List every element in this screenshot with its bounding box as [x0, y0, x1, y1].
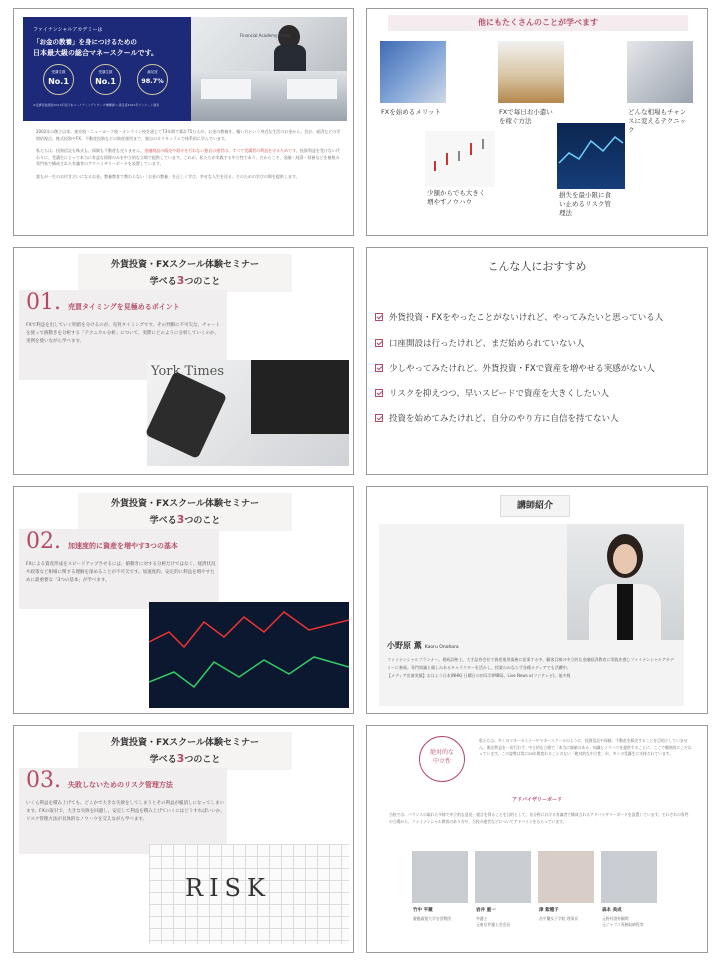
seminar-title-line2: 学べる3つのこと [149, 513, 221, 526]
stock-board-image [557, 123, 625, 189]
seminar-title-line1: 外貨投資・FXスクール体験セミナー [111, 499, 259, 509]
advisor-title: 昌平黌女子学院 理事長 [539, 916, 579, 921]
checkbox-icon [375, 389, 383, 397]
medal-3 [137, 64, 168, 95]
instructor-name: 小野原 薫 Kaoru Onohara [387, 641, 459, 650]
advisor-name: 岩井 重一 [476, 908, 496, 913]
recommend-item: 外貨投資・FXをやったことがないけれど、やってみたいと思っている人 [375, 311, 663, 323]
topic-caption: FXを始めるメリット [381, 108, 441, 116]
newspaper-image [627, 41, 693, 103]
advisor-photo [412, 851, 468, 903]
intro-panel [13, 8, 354, 236]
checkbox-icon [375, 364, 383, 372]
seminar-title-line1: 外貨投資・FXスクール体験セミナー [111, 738, 259, 748]
recommend-title: こんな人におすすめ [487, 260, 587, 273]
newspaper-text: York Times [151, 364, 225, 379]
recommend-item: 投資を始めてみたけれど、自分のやり方に自信を持てない人 [375, 412, 619, 424]
advisor-title: 元野村證券顧問 元ジャフコ専務取締役等 [602, 916, 644, 927]
more-topics-panel [366, 8, 708, 236]
candlestick-image [425, 131, 495, 187]
trading-screen-photo [149, 602, 349, 708]
advisor-photo [538, 851, 594, 903]
topics-title: 他にもたくさんのことが学べます [388, 15, 688, 31]
intro-text [36, 129, 341, 186]
checkbox-icon [375, 339, 383, 347]
medal-value: 98.7% [141, 77, 164, 85]
neutrality-panel [366, 725, 708, 953]
point-heading: 売買タイミングを見極めるポイント [68, 303, 180, 311]
point-body: いくら利益を積み上げても、どこかで大きな失敗をしてしまうとその利益が帳消しになってしまいます。FXの取引で、大きな失敗を回避し、安定して利益を積み上げていくにはどうすればいいか、リスク管理方法が具体的なノウハウを交えながら学べます。 [26, 801, 225, 822]
neutrality-text: 私たちは、多くのマネーセミナーやマネースクールのように、投資信託や保険、不動産を販売することを目的としていません。販売利益を一切行わず、中立的な立場で「本当に価値のある」知識とノウハウを提供することに、ここで徹底的にこだわっています。この姿勢は常に20年間変わることのない「絶対的な中立性」が、多くの受講生に支持されています。 [479, 738, 692, 756]
instructor-desc: ファイナンシャルプランナー。相続診断士。大手証券会社で資産運用業務に従事する中、顧客目線の中立的な金融経済教育に実践を感じファイナンシャルアカデミーに参画。専門知識と親しみあるキャラクターを活かし、授業のみならず各種メディアでも活躍中。 【メディア出演実績】おはよう日本(NHK) 日曜日の初耳学(MBS)、Live News α(フジテレビ)、他多数 [387, 657, 674, 678]
recommend-panel [366, 247, 708, 475]
point-heading: 失敗しないためのリスク管理方法 [68, 781, 173, 789]
instructor-panel [366, 486, 708, 714]
checkbox-icon [375, 313, 383, 321]
advisor-name: 森本 美成 [602, 908, 622, 913]
hero-line3: 日本最大級の総合マネースクールです。 [33, 49, 158, 57]
topic-caption: FXで毎日お小遣い を稼ぐ方法 [499, 108, 553, 125]
fx-merit-image [380, 41, 446, 103]
medal-sub: 受講生数 [98, 70, 113, 74]
piggy-bank-image [498, 41, 564, 103]
instructor-title: 講師紹介 [500, 495, 570, 517]
intro-para: 2002年の創立以来、東京校・ニューヨーク校・オンライン校を通じて73年間で累計75万人が、お金の教養を、幅い方という身近な生活のお金から、会計、経済などの学問的視点、株式投資やFX、不動産投資などの資産運用まで、独自のカリキュラムで体系的に学んでいます。 [36, 129, 341, 141]
advisory-text: 当校では、バランスの取れた多様で中立的な意見・提言を得ることを目的として、各分野における有識者で構成されるアドバイザリーボードを設置しています。それぞれの専門の立場から、ファイナンシャル教育のあり方や、当校の運営などについてアドバイスをもらっています。 [389, 812, 689, 824]
risk-text: RISK [185, 874, 271, 902]
point-03-panel [13, 725, 354, 953]
smartphone-photo [147, 360, 349, 466]
checkbox-icon [375, 414, 383, 422]
risk-photo [149, 844, 349, 944]
medal-1 [43, 64, 74, 95]
neutrality-badge: 絶対的な 中立性 [419, 736, 465, 782]
point-number: 02. [26, 529, 61, 554]
point-body: FXによる資産形成をスピードアップさせるには、値動きに対する分析だけではなく、経済状況や政策など相場に関する理解を深めることが不可欠です。加速度的、安定的に利益を増やすために最重要な「3つの基本」が学べます。 [26, 562, 216, 583]
topic-caption: 損失を最小限に食 い止めるリスク管 理法 [559, 191, 611, 217]
recommend-item: リスクを抑えつつ、早いスピードで資産を大きくしたい人 [375, 387, 609, 399]
medal-sub: 満足度 [147, 70, 158, 74]
hero-line2: 「お金の教養」を身につけるための [33, 38, 137, 46]
point-number: 01. [26, 290, 61, 315]
trading-chart-icon [149, 602, 349, 708]
point-01-panel [13, 247, 354, 475]
seminar-title-line2: 学べる3つのこと [149, 274, 221, 287]
medal-value: No.1 [95, 77, 116, 86]
advisor-photo [475, 851, 531, 903]
point-body: FXで利益を出していく明暗を分けるのが、売買タイミングです。その判断に不可欠な、チャートを使って値動きを分析する「テクニカル分析」について、実際にどのように分析していくのか、実例を使いながら学べます。 [26, 323, 220, 344]
medal-2 [90, 64, 121, 95]
topic-caption: どんな相場もチャン スに変えるテクニッ ク [628, 108, 687, 134]
advisor-name: 津 紫穂子 [539, 908, 559, 913]
hero-footnote: ※受講者数調査2021年度日本マーケティングリサーチ機構調べ 満足度2021年アンケート調査 [33, 103, 160, 107]
advisor-title: 弁護士 元東京弁護士会会長 [476, 916, 511, 927]
group-name: Financial Academy Group [240, 33, 291, 38]
intro-para: 誰もが一生のお付き合いになるお金。教養教育で教わらない「お金の教養」を正しく学び、幸せな人生を送る、そのための学びの場を提供します。 [36, 173, 300, 179]
phone-icon [145, 371, 227, 459]
point-02-panel [13, 486, 354, 714]
recommend-item: 少しやってみたけれど、外貨投資・FXで資産を増やせる実感がない人 [375, 362, 655, 374]
hero-line1: ファイナンシャルアカデミーは [33, 27, 103, 33]
candlestick-icon [425, 131, 495, 187]
medal-sub: 受講生数 [51, 70, 66, 74]
intro-para: 私たちは、投資信託も株式も、保険も不動産も売りません。金融商品の販売や紹介を行わない独自の運営は、すべて受講者の利益を守るためです。投資利益を受けない代わりに、受講生にとって本当に有益な情報のみを中立的な立場で提供しています。これが、私たちが実践する中立性であり、だからこそ、金融・経済・財務などを複数の専門家で構成された有識者のアドバイザリーボードを設置しています。 [36, 148, 340, 166]
instructor-photo [567, 524, 684, 640]
topic-caption: 少額からでも大きく 増やすノウハウ [427, 189, 486, 206]
advisor-name: 竹中 平蔵 [413, 908, 433, 913]
point-heading: 加速度的に資産を増やす3つの基本 [68, 542, 178, 550]
advisory-title: アドバイザリーボード [512, 797, 562, 803]
stock-chart-icon [557, 123, 625, 189]
medal-value: No.1 [48, 77, 69, 86]
seminar-title-line2: 学べる3つのこと [149, 752, 221, 765]
advisor-title: 慶應義塾大学名誉教授 [413, 916, 451, 921]
recommend-item: 口座開設は行ったけれど、まだ始められていない人 [375, 337, 585, 349]
seminar-title [78, 732, 292, 770]
advisor-photo [601, 851, 657, 903]
seminar-title [78, 254, 292, 292]
hero-banner [23, 17, 191, 121]
point-number: 03. [26, 768, 61, 793]
keyboard-icon [251, 360, 349, 434]
seminar-title-line1: 外貨投資・FXスクール体験セミナー [111, 260, 259, 270]
seminar-title [78, 493, 292, 531]
